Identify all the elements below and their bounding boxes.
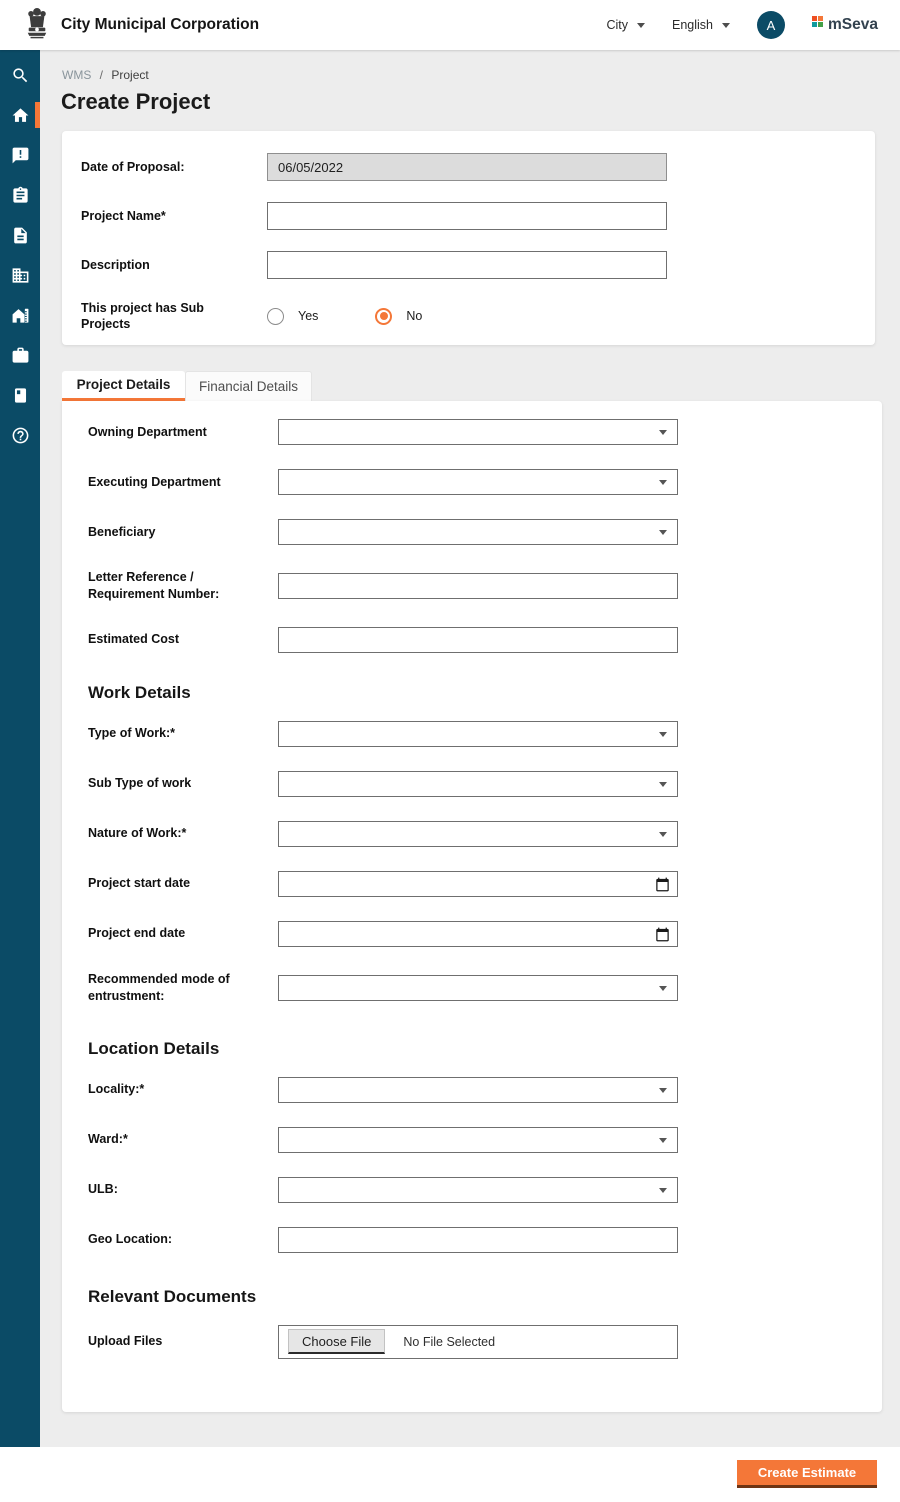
sidebar-item-complaints[interactable]	[0, 135, 40, 175]
locality-label: Locality:*	[88, 1082, 145, 1097]
sidebar-item-works[interactable]	[0, 295, 40, 335]
subprojects-radio-group	[267, 308, 422, 325]
project-name-input[interactable]	[267, 202, 667, 230]
geo-location-label: Geo Location:	[88, 1232, 173, 1247]
main-content	[40, 50, 900, 1447]
radio-no-label: No	[406, 309, 423, 324]
project-details-card	[62, 401, 882, 1412]
city-selector-label: City	[606, 18, 629, 32]
nature-of-work-label: Nature of Work:*	[88, 826, 187, 841]
radio-unselected-icon	[267, 308, 284, 325]
action-footer	[0, 1447, 900, 1502]
form-row	[88, 771, 882, 797]
app-title: City Municipal Corporation	[61, 16, 260, 33]
sidebar-item-help[interactable]	[0, 415, 40, 455]
locality-select[interactable]	[278, 1077, 678, 1103]
form-row	[81, 251, 875, 279]
calendar-icon	[655, 927, 670, 942]
radio-selected-icon	[375, 308, 392, 325]
work-details-heading: Work Details	[88, 682, 191, 702]
mseva-logo	[812, 16, 878, 34]
language-selector-label: English	[672, 18, 714, 32]
owning-department-label: Owning Department	[88, 424, 207, 439]
subprojects-radio-no[interactable]	[375, 308, 422, 325]
form-row	[88, 1127, 882, 1153]
form-row	[88, 469, 882, 495]
help-icon	[11, 426, 30, 445]
sidebar-item-assignments[interactable]	[0, 175, 40, 215]
project-end-date-label: Project end date	[88, 926, 186, 941]
calendar-icon	[655, 877, 670, 892]
breadcrumb	[62, 68, 149, 82]
form-row	[88, 1325, 882, 1359]
beneficiary-select[interactable]	[278, 519, 678, 545]
executing-department-label: Executing Department	[88, 474, 221, 489]
mseva-logo-icon	[812, 16, 824, 28]
form-row	[81, 153, 875, 181]
beneficiary-label: Beneficiary	[88, 524, 156, 539]
form-row	[88, 419, 882, 445]
choose-file-button[interactable]: Choose File	[288, 1329, 385, 1354]
sidebar	[0, 50, 40, 1447]
form-row	[88, 1227, 882, 1253]
form-row	[81, 202, 875, 230]
subprojects-label: This project has Sub Projects	[81, 301, 204, 332]
location-details-heading: Location Details	[88, 1038, 220, 1058]
user-avatar[interactable]	[757, 11, 785, 39]
project-start-date-input[interactable]	[278, 871, 678, 897]
sidebar-item-employees[interactable]	[0, 335, 40, 375]
ward-label: Ward:*	[88, 1132, 128, 1147]
language-selector[interactable]	[672, 18, 730, 32]
upload-files-input[interactable]	[278, 1325, 678, 1359]
chevron-down-icon	[722, 23, 730, 28]
project-start-date-label: Project start date	[88, 876, 191, 891]
clipboard-icon	[11, 186, 30, 205]
form-row	[88, 871, 882, 897]
letter-reference-input[interactable]	[278, 573, 678, 599]
bookmark-icon	[11, 386, 30, 405]
tab-project-details[interactable]: Project Details	[62, 371, 185, 401]
letter-reference-label: Letter Reference / Requirement Number:	[88, 570, 220, 601]
form-row	[88, 519, 882, 545]
entrustment-mode-select[interactable]	[278, 975, 678, 1001]
form-row	[88, 971, 882, 1005]
sidebar-item-records[interactable]	[0, 375, 40, 415]
estimated-cost-label: Estimated Cost	[88, 632, 179, 647]
details-tabs	[62, 371, 312, 401]
breadcrumb-separator: /	[99, 68, 104, 82]
form-row	[88, 569, 882, 603]
form-row	[88, 821, 882, 847]
briefcase-icon	[11, 346, 30, 365]
home-icon	[11, 106, 30, 125]
ulb-select[interactable]	[278, 1177, 678, 1203]
works-icon	[11, 306, 30, 325]
sub-type-of-work-select[interactable]	[278, 771, 678, 797]
form-row	[81, 300, 875, 333]
complaints-icon	[11, 146, 30, 165]
project-name-label: Project Name*	[81, 208, 166, 223]
geo-location-input[interactable]	[278, 1227, 678, 1253]
national-emblem-logo	[25, 6, 49, 45]
estimated-cost-input[interactable]	[278, 627, 678, 653]
proposal-card	[62, 131, 875, 345]
ulb-label: ULB:	[88, 1182, 118, 1197]
date-of-proposal-label: Date of Proposal:	[81, 159, 185, 174]
sidebar-item-organisation[interactable]	[0, 255, 40, 295]
document-icon	[11, 226, 30, 245]
form-row	[88, 1077, 882, 1103]
sidebar-item-documents[interactable]	[0, 215, 40, 255]
type-of-work-label: Type of Work:*	[88, 726, 176, 741]
sidebar-item-search[interactable]	[0, 55, 40, 95]
date-of-proposal-input	[267, 153, 667, 181]
owning-department-select[interactable]	[278, 419, 678, 445]
form-row	[88, 1177, 882, 1203]
avatar-letter: A	[766, 17, 776, 33]
description-label: Description	[81, 257, 150, 272]
building-icon	[11, 266, 30, 285]
breadcrumb-wms-link[interactable]: WMS	[62, 68, 92, 82]
city-selector[interactable]	[606, 18, 645, 32]
project-end-date-input[interactable]	[278, 921, 678, 947]
nature-of-work-select[interactable]	[278, 821, 678, 847]
entrustment-mode-label: Recommended mode of entrustment:	[88, 971, 230, 1003]
description-input[interactable]	[267, 251, 667, 279]
sidebar-item-home[interactable]	[0, 95, 40, 135]
executing-department-select[interactable]	[278, 469, 678, 495]
radio-yes-label: Yes	[298, 309, 319, 324]
no-file-selected-text: No File Selected	[403, 1334, 496, 1349]
page-title: Create Project	[61, 89, 211, 114]
app-header	[0, 0, 900, 50]
upload-files-label: Upload Files	[88, 1334, 163, 1349]
active-item-indicator	[35, 102, 40, 128]
sub-type-of-work-label: Sub Type of work	[88, 776, 192, 791]
search-icon	[11, 66, 30, 85]
type-of-work-select[interactable]	[278, 721, 678, 747]
breadcrumb-current: Project	[111, 68, 149, 82]
relevant-documents-heading: Relevant Documents	[88, 1286, 257, 1306]
form-row	[88, 627, 882, 653]
tab-financial-details[interactable]: Financial Details	[185, 371, 312, 401]
header-right	[606, 11, 878, 39]
form-row	[88, 921, 882, 947]
subprojects-radio-yes[interactable]	[267, 308, 318, 325]
create-estimate-button[interactable]: Create Estimate	[737, 1460, 877, 1488]
ward-select[interactable]	[278, 1127, 678, 1153]
chevron-down-icon	[637, 23, 645, 28]
form-row	[88, 721, 882, 747]
mseva-logo-text: mSeva	[828, 16, 878, 33]
